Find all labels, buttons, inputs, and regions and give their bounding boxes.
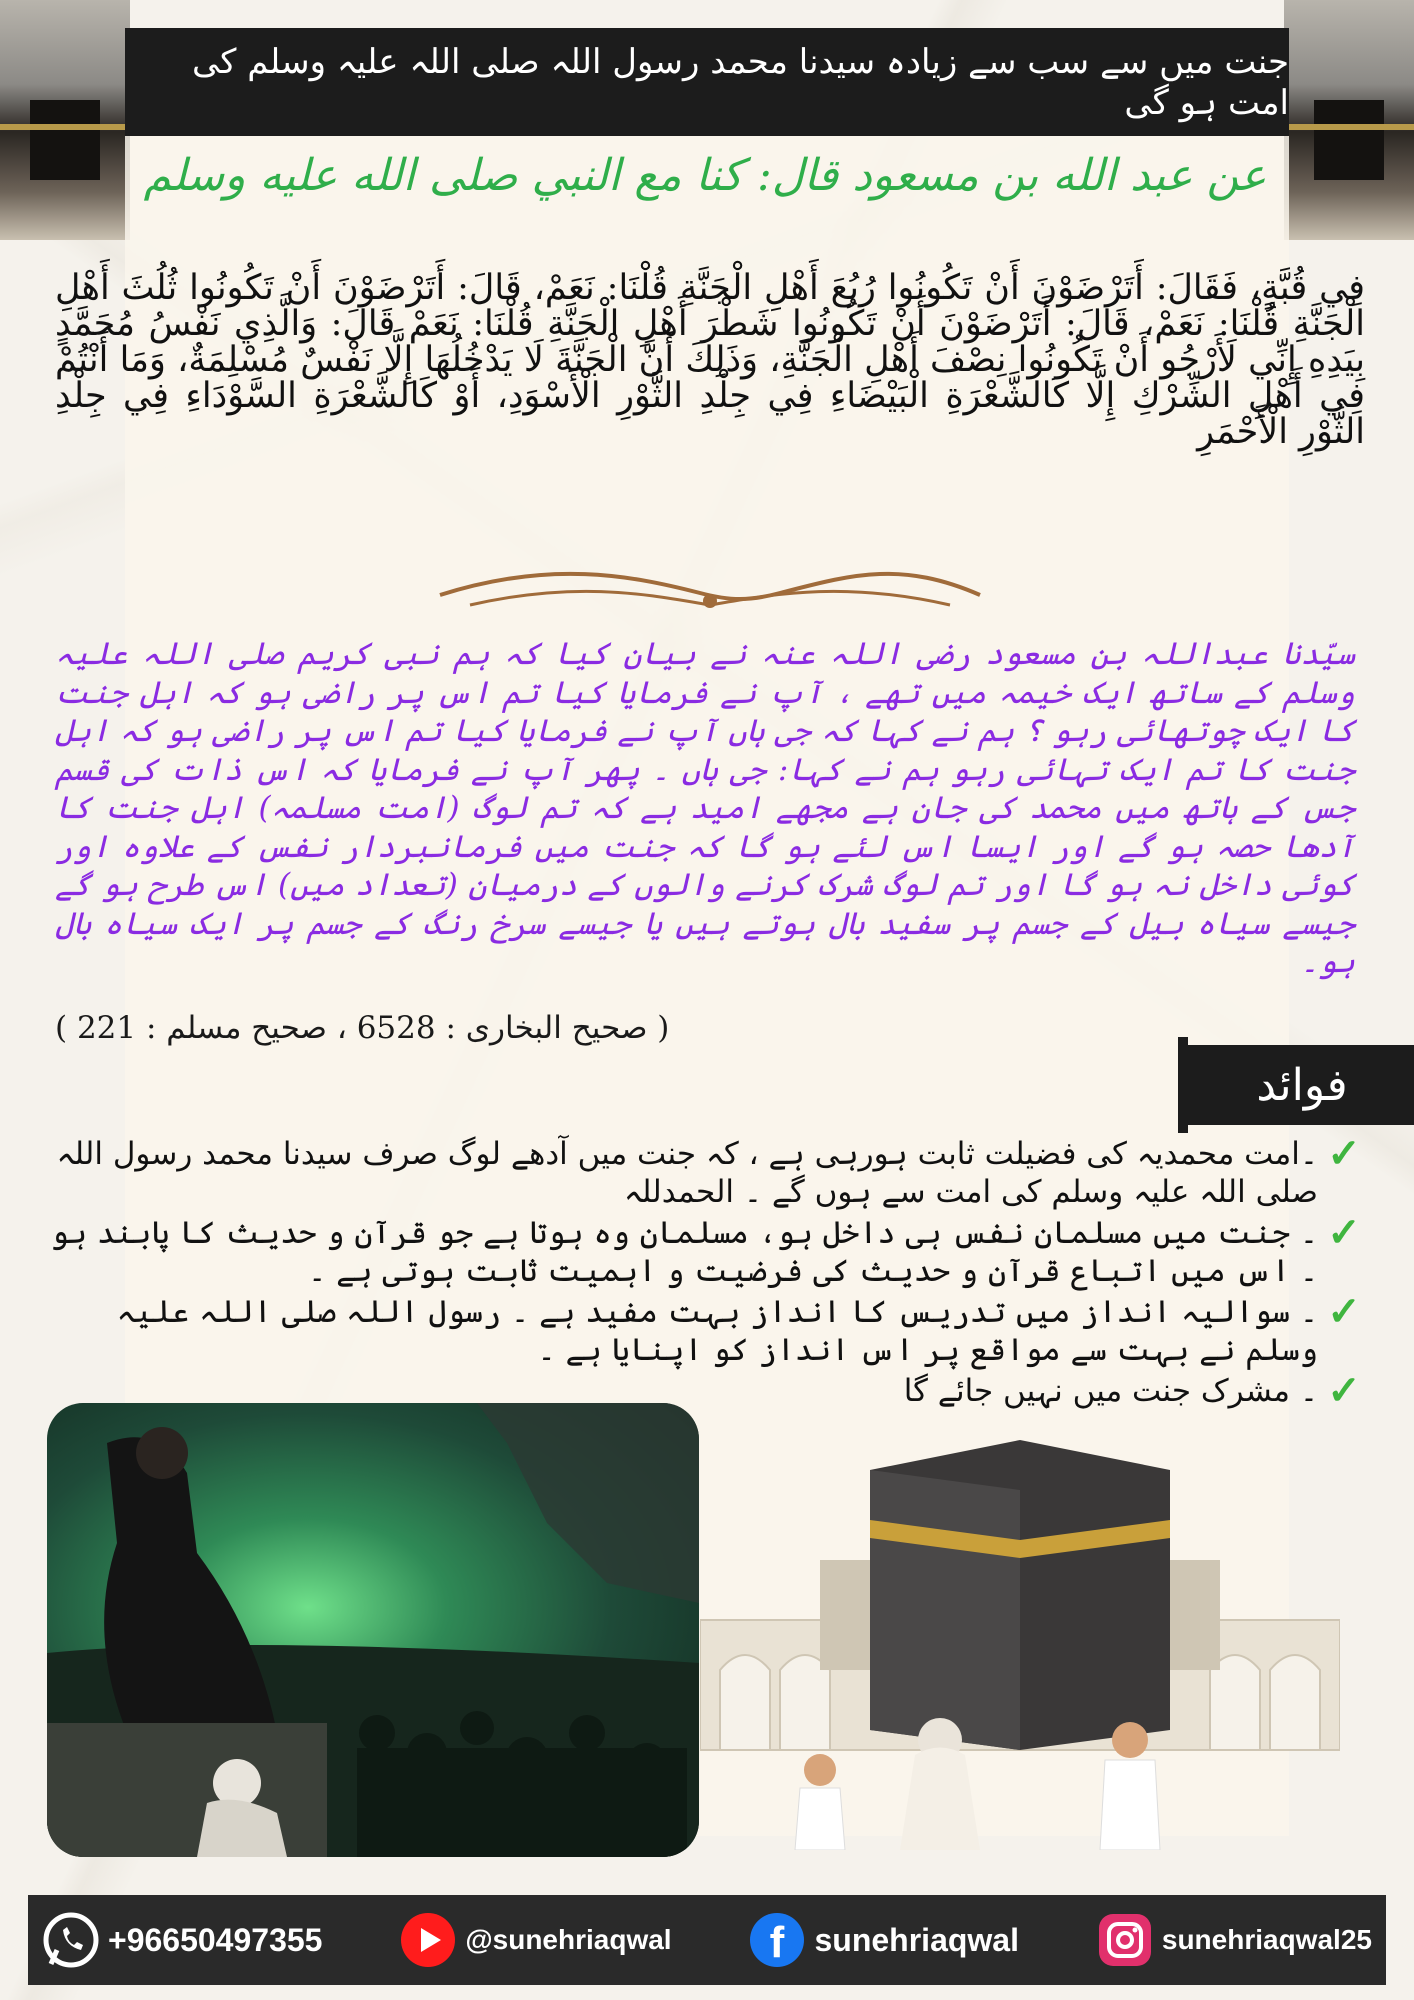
list-item: ✓ ۔ سوالیہ انداز میں تدریس کا انداز بہت مفید ہے ۔ رسول اللہ صلی اللہ علیہ وسلم نے بہت سے مواقع پر اس انداز کو اپنایا ہے ۔ [40, 1293, 1370, 1369]
hadith-reference: ( صحیح البخاری : 6528 ، صحیح مسلم : 221 ) [55, 1010, 670, 1046]
facebook-handle: sunehriaqwal [814, 1921, 1019, 1958]
facebook-icon [748, 1911, 806, 1969]
hadith-arabic-text: فِي قُبَّةٍ، فَقَالَ: أَتَرْضَوْنَ أَنْ تَكُونُوا رُبُعَ أَهْلِ الْجَنَّةِ قُلْنَا: نَعَمْ، قَالَ: أَتَرْضَوْنَ أَنْ تَكُونُوا ثُلُثَ أَهْلِ الْجَنَّةِ قُلْنَا: نَعَمْ، قَالَ: أَتَرْضَوْنَ أَنْ تَكُونُوا شَطْرَ أَهْلِ الْجَنَّةِ قُلْنَا: نَعَمْ قَالَ: وَالَّذِي نَفْسُ مُحَمَّدٍ بِيَدِهِ إِنِّي لَأَرْجُو أَنْ تَكُونُوا نِصْفَ أَهْلِ الْجَنَّةِ، وَذَلِكَ أَنَّ الْجَنَّةَ لَا يَدْخُلُهَا إِلَّا نَفْسٌ مُسْلِمَةٌ، وَمَا أَنْتُمْ فِي أَهْلِ الشِّرْكِ إِلَّا كَالشَّعْرَةِ الْبَيْضَاءِ فِي جِلْدِ الثَّوْرِ الْأَسْوَدِ، أَوْ كَالشَّعْرَةِ السَّوْدَاءِ فِي جِلْدِ الثَّوْرِ الْأَحْمَرِ [55, 268, 1365, 452]
illustration-painting [47, 1403, 699, 1857]
fawaid-heading: فوائد [1188, 1045, 1414, 1125]
instagram-icon [1096, 1911, 1154, 1969]
check-icon: ✓ [1327, 1209, 1361, 1256]
instagram-link[interactable] [1096, 1911, 1372, 1969]
kaaba-photo-right [1284, 0, 1414, 240]
list-item: ✓ ۔ مشرک جنت میں نہیں جائے گا [40, 1372, 1370, 1410]
check-icon: ✓ [1327, 1367, 1361, 1414]
svg-text:f: f [770, 1918, 785, 1967]
instagram-handle: sunehriaqwal25 [1161, 1924, 1372, 1955]
list-item: ✓ ۔امت محمدیہ کی فضیلت ثابت ہورہی ہے ، کہ جنت میں آدھے لوگ صرف سیدنا محمد رسول اللہ صلی اللہ علیہ وسلم کی امت سے ہوں گے ۔ الحمدللہ [40, 1135, 1370, 1211]
whatsapp-link[interactable] [42, 1911, 322, 1969]
kaaba-illustration [700, 1410, 1340, 1850]
youtube-link[interactable] [399, 1911, 671, 1969]
title-bar [125, 28, 1289, 136]
page-title: جنت میں سے سب سے زیادہ سیدنا محمد رسول اللہ صلی اللہ علیہ وسلم کی امت ہو گی [191, 42, 1289, 123]
check-icon: ✓ [1327, 1130, 1361, 1177]
whatsapp-number: +96650497355 [108, 1921, 323, 1958]
fawaid-list [40, 1130, 1370, 1414]
ornamental-divider [430, 565, 990, 625]
list-item: ✓ ۔ جنت میں مسلمان نفس ہی داخل ہو، مسلمان وہ ہوتا ہے جو قرآن و حدیث کا پابند ہو ۔ اس میں اتباع قرآن و حدیث کی فرضیت و اہمیت ثابت ہوتی ہے ۔ [40, 1214, 1370, 1290]
kaaba-photo-left [0, 0, 130, 240]
check-icon: ✓ [1327, 1288, 1361, 1335]
urdu-translation: سیّدنا عبداللہ بن مسعود رضی اللہ عنہ نے بیان کیا کہ ہم نبی کریم صلی اللہ علیہ وسلم کے ساتھ ایک خیمہ میں تھے ، آپ نے فرمایا کیا تم اس پر راضی ہو کہ اہل جنت کا ایک چوتھائی رہو ؟ ہم نے کہا کہ جی ہاں آپ نے فرمایا کیا تم اس پر راضی ہو کہ اہل جنت کا تم ایک تہائی رہو ہم نے کہا: جی ہاں ۔ پھر آپ نے فرمایا کہ اس ذات کی قسم جس کے ہاتھ میں محمد کی جان ہے مجھے امید ہے کہ تم لوگ (امت مسلمہ) اہل جنت کا آدھا حصہ ہو گے اور ایسا اس لئے ہو گا کہ جنت میں فرمانبردار نفس کے علاوہ اور کوئی داخل نہ ہو گا اور تم لوگ شرک کرنے والوں کے درمیان (تعداد میں) اس طرح ہو گے جیسے سیاہ بیل کے جسم پر سفید بال ہوتے ہیں یا جیسے سرخ رنگ کے جسم پر ایک سیاہ بال ہو۔ [55, 636, 1355, 980]
facebook-link[interactable] [748, 1911, 1019, 1969]
youtube-icon [399, 1911, 457, 1969]
youtube-handle: @sunehriaqwal [465, 1924, 672, 1955]
footer-bar [28, 1895, 1386, 1985]
whatsapp-icon [42, 1911, 100, 1969]
isnad-heading: عن عبد الله بن مسعود قال: كنا مع النبي صلى الله عليه وسلم [143, 150, 1267, 201]
